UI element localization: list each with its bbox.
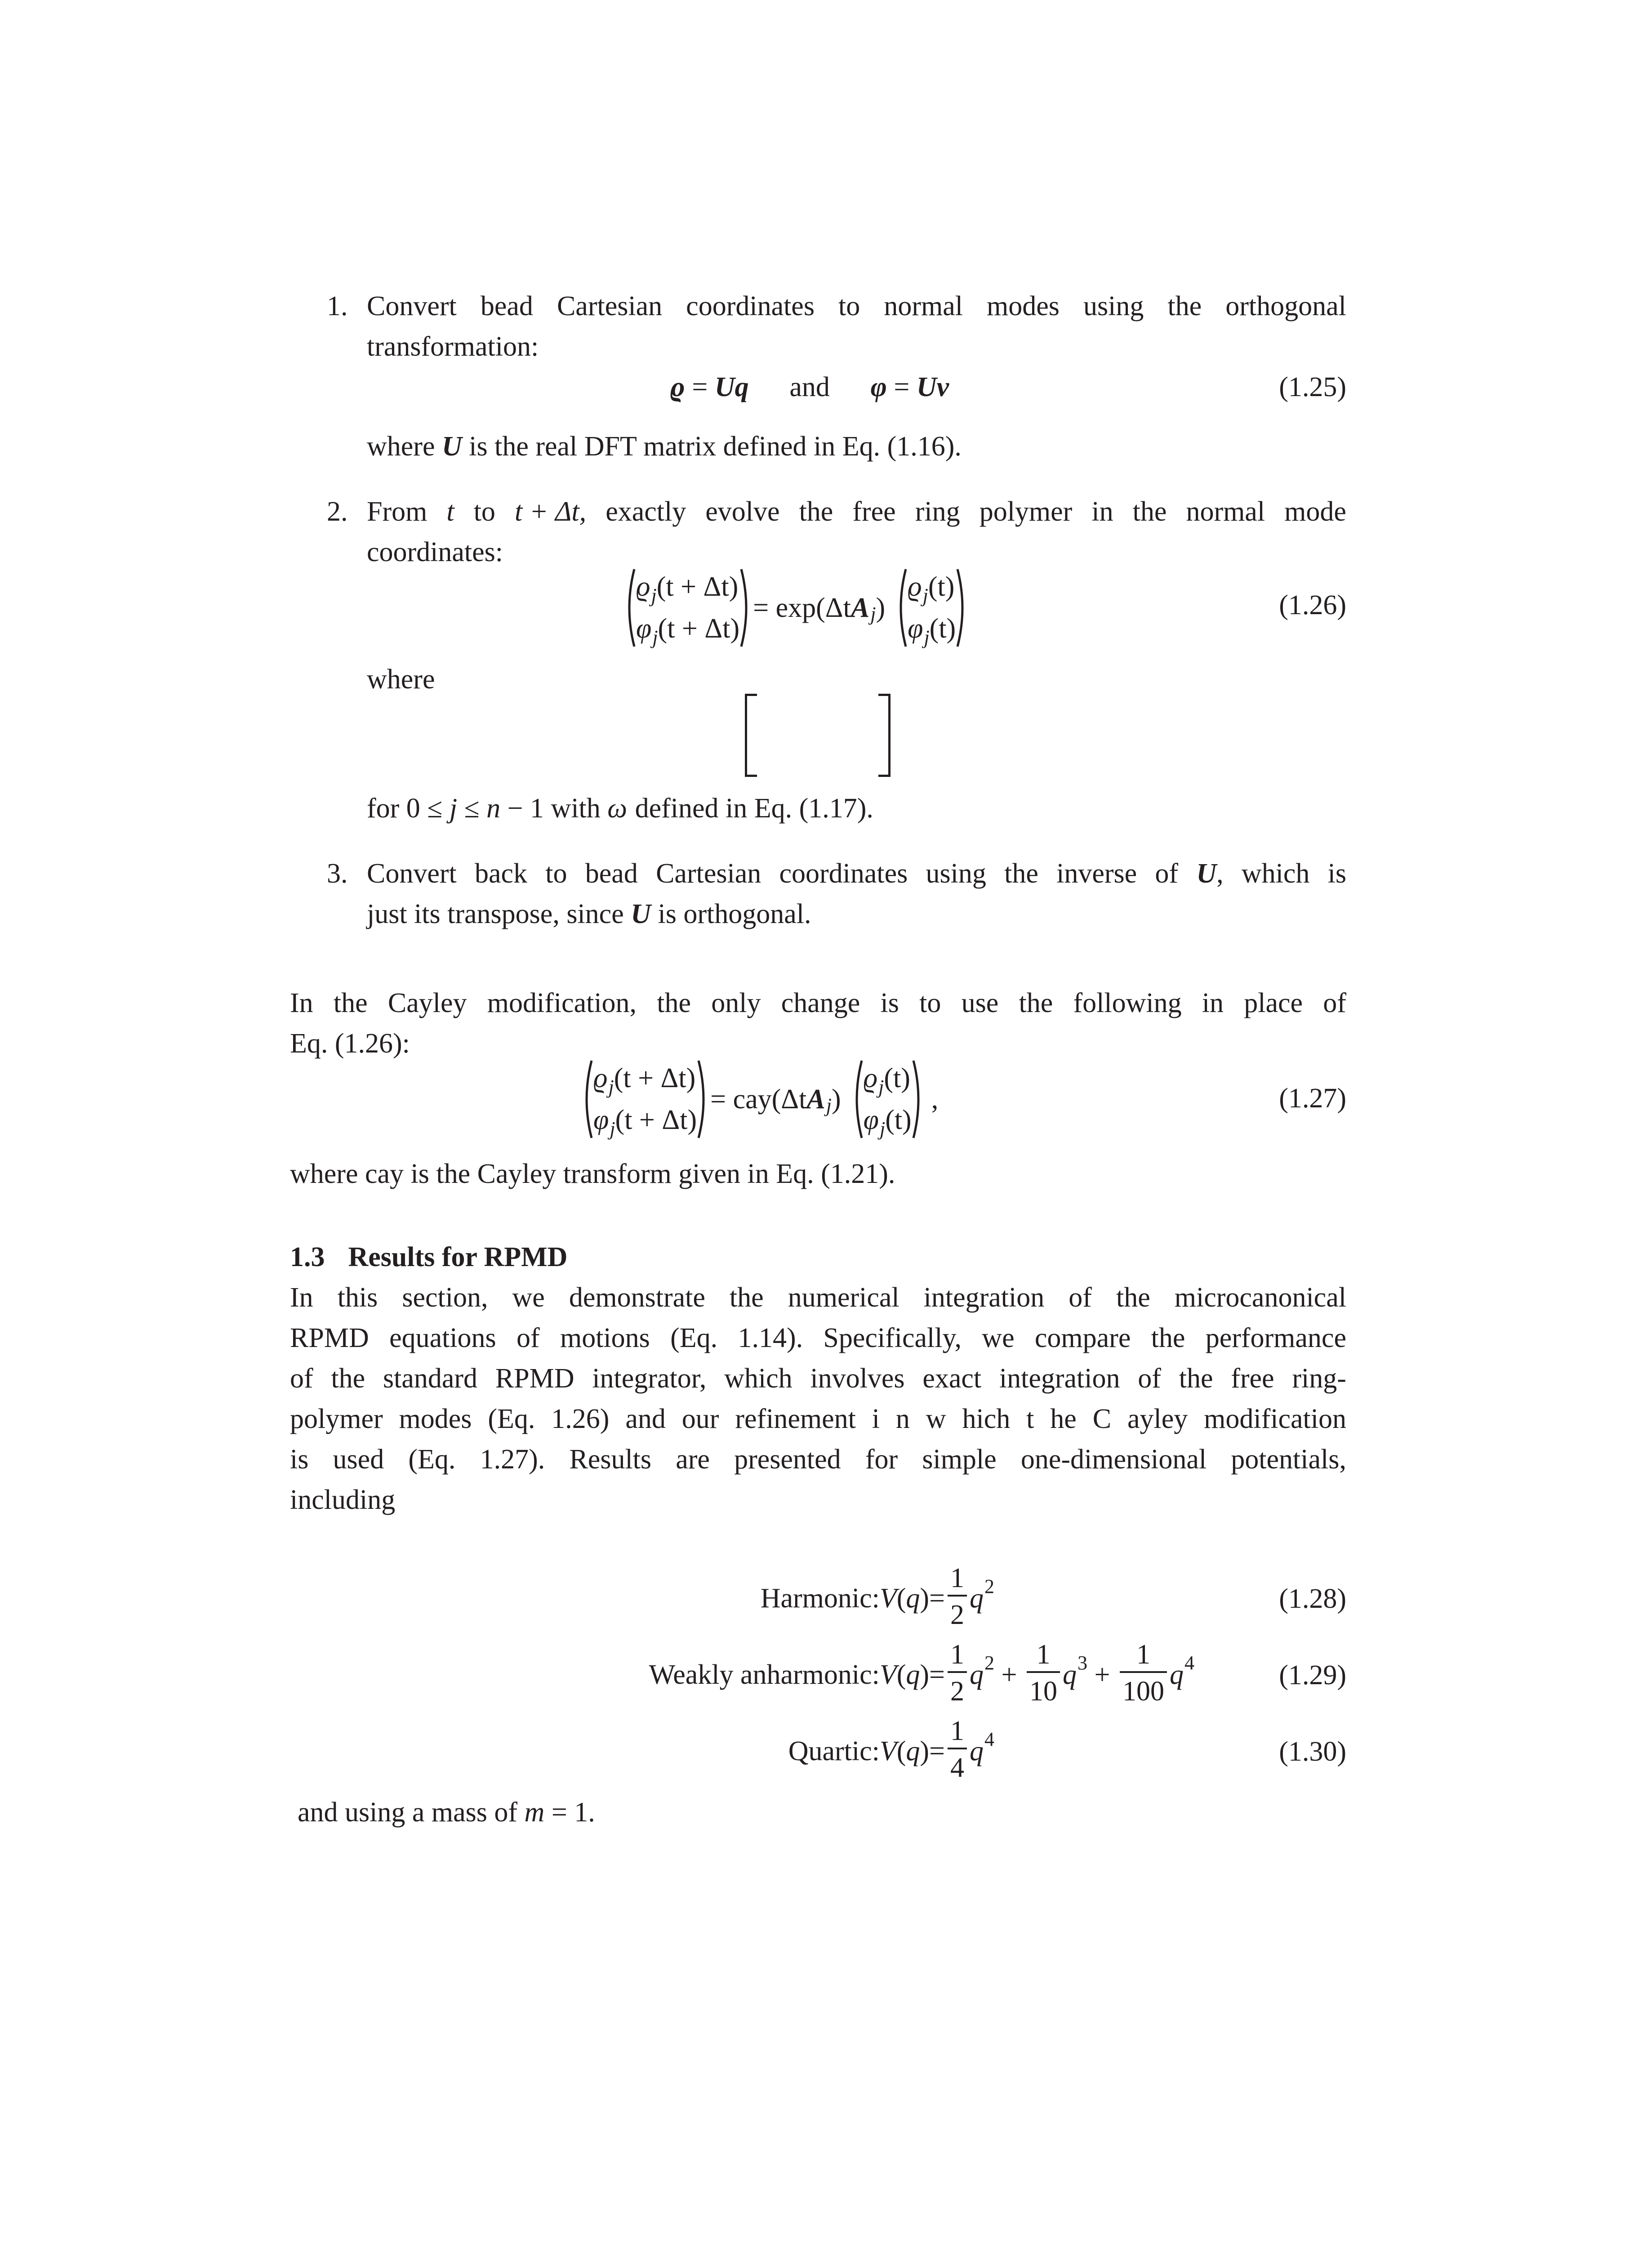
word: coordinates bbox=[686, 291, 815, 321]
word: Results bbox=[569, 1444, 652, 1475]
right-bracket bbox=[878, 694, 891, 777]
q: q bbox=[1169, 1659, 1184, 1690]
word: place bbox=[1244, 988, 1303, 1018]
word: the bbox=[1179, 1363, 1213, 1394]
section-number: 1.3 bbox=[290, 1242, 325, 1272]
fraction bbox=[948, 1641, 967, 1705]
word: Cayley bbox=[387, 988, 467, 1018]
word: performance bbox=[1205, 1323, 1346, 1353]
equation-number-1-29: (1.29) bbox=[1279, 1660, 1346, 1690]
index-j: j bbox=[651, 584, 657, 607]
matrix-A: A bbox=[850, 593, 870, 623]
text: where bbox=[367, 431, 442, 462]
equation-number-1-26: (1.26) bbox=[1279, 590, 1346, 620]
word: exact bbox=[922, 1363, 982, 1394]
index-j: j bbox=[878, 1076, 884, 1098]
plus: + bbox=[994, 1659, 1024, 1690]
word: Specifically, bbox=[823, 1323, 962, 1353]
equation-number-1-30: (1.30) bbox=[1279, 1736, 1346, 1767]
word: orthogonal bbox=[1225, 291, 1346, 321]
word: normal bbox=[1186, 496, 1265, 527]
text: and using a mass of bbox=[298, 1797, 525, 1828]
word: one-dimensional bbox=[1020, 1444, 1207, 1475]
word: are bbox=[676, 1444, 710, 1475]
section-heading bbox=[290, 1243, 567, 1271]
word: using bbox=[1083, 291, 1144, 321]
equation-1-26 bbox=[623, 567, 969, 648]
V: V bbox=[879, 1736, 897, 1766]
rho: ϱ bbox=[863, 1063, 878, 1093]
rho: ϱ bbox=[636, 571, 650, 602]
word: In bbox=[290, 988, 313, 1018]
numerator: 1 bbox=[948, 1564, 967, 1597]
word: the bbox=[1167, 291, 1202, 321]
word: free bbox=[1231, 1363, 1274, 1394]
right-paren bbox=[956, 567, 969, 648]
word: the bbox=[1151, 1323, 1185, 1353]
right-paren bbox=[912, 1059, 925, 1140]
phi: φ bbox=[636, 613, 652, 644]
fraction bbox=[1027, 1641, 1060, 1705]
word: i bbox=[872, 1404, 880, 1434]
word: w bbox=[926, 1404, 946, 1434]
word: only bbox=[711, 988, 761, 1018]
close-paren: ) bbox=[831, 1084, 841, 1115]
word: Cartesian bbox=[557, 291, 663, 321]
word: of bbox=[517, 1323, 540, 1353]
index-j: j bbox=[924, 626, 930, 648]
fraction bbox=[1120, 1641, 1167, 1705]
word: in bbox=[1091, 496, 1113, 527]
word: integrator, bbox=[592, 1363, 707, 1394]
word: 1.27). bbox=[480, 1444, 545, 1475]
word: modes bbox=[399, 1404, 472, 1434]
equation-1-27 bbox=[580, 1059, 938, 1140]
word: is bbox=[290, 1444, 309, 1475]
word: ring- bbox=[1292, 1363, 1346, 1394]
word: t + Δt, bbox=[514, 496, 587, 527]
equation-number-1-27: (1.27) bbox=[1279, 1083, 1346, 1114]
word: of bbox=[1069, 1282, 1092, 1313]
weak-rhs bbox=[945, 1641, 1194, 1708]
vector-v: v bbox=[936, 372, 949, 402]
closing-line bbox=[298, 1798, 595, 1826]
section-line-1 bbox=[290, 1284, 1346, 1311]
vector-q: q bbox=[735, 372, 749, 402]
word: free bbox=[852, 496, 896, 527]
and-word: and bbox=[789, 372, 830, 402]
equals: = bbox=[929, 1659, 945, 1690]
label: Quartic: bbox=[788, 1736, 880, 1766]
text: = 1. bbox=[544, 1797, 595, 1828]
word: ring bbox=[915, 496, 960, 527]
word: motions bbox=[560, 1323, 650, 1353]
left-bracket bbox=[745, 694, 757, 777]
word: to bbox=[838, 291, 860, 321]
arg: (t) bbox=[884, 1063, 910, 1093]
word: the bbox=[333, 988, 368, 1018]
equation-A-j bbox=[744, 692, 899, 778]
denominator: 2 bbox=[950, 1676, 964, 1707]
word: of bbox=[290, 1363, 313, 1394]
right-paren bbox=[739, 567, 753, 648]
word: our bbox=[681, 1404, 719, 1434]
word: From bbox=[367, 496, 427, 527]
word: for bbox=[865, 1444, 898, 1475]
arg: (t) bbox=[928, 571, 955, 602]
word: modes bbox=[987, 291, 1060, 321]
exponent: 2 bbox=[984, 1575, 994, 1597]
word: exactly bbox=[606, 496, 686, 527]
word: RPMD bbox=[290, 1323, 369, 1353]
word: we bbox=[982, 1323, 1015, 1353]
right-paren bbox=[697, 1059, 710, 1140]
q: q bbox=[1062, 1659, 1077, 1690]
label: Harmonic: bbox=[760, 1583, 880, 1614]
word: polymer bbox=[290, 1404, 383, 1434]
item-3-line-1 bbox=[367, 860, 1346, 888]
numerator: 1 bbox=[948, 1641, 967, 1673]
phi-symbol: φ bbox=[870, 372, 887, 402]
matrix-U: U bbox=[916, 372, 937, 402]
index-j: j bbox=[922, 584, 928, 607]
word: this bbox=[337, 1282, 378, 1313]
index-j: j bbox=[652, 626, 658, 648]
text: ≤ bbox=[457, 793, 487, 824]
arg: (t + Δt) bbox=[658, 613, 740, 644]
word: modification, bbox=[487, 988, 637, 1018]
q: q bbox=[906, 1583, 920, 1614]
word: refinement bbox=[735, 1404, 856, 1434]
word: involves bbox=[810, 1363, 905, 1394]
left-paren bbox=[580, 1059, 593, 1140]
text: defined in Eq. (1.17). bbox=[628, 793, 873, 824]
denominator: 2 bbox=[950, 1600, 964, 1630]
comma: , bbox=[931, 1084, 939, 1115]
word: RPMD bbox=[495, 1363, 574, 1394]
word: use bbox=[961, 988, 999, 1018]
text: is the real DFT matrix defined in Eq. (1.16). bbox=[462, 431, 962, 462]
word: in bbox=[1202, 988, 1224, 1018]
index-j: j bbox=[610, 1118, 615, 1140]
equals: = bbox=[685, 372, 715, 402]
left-paren bbox=[623, 567, 636, 648]
index-j: j bbox=[608, 1076, 614, 1098]
word: simple bbox=[922, 1444, 997, 1475]
cayley-after: where cay is the Cayley transform given in Eq. (1.21). bbox=[290, 1159, 895, 1189]
word: n bbox=[895, 1404, 910, 1434]
arg: (t) bbox=[929, 613, 956, 644]
vector-rhs bbox=[864, 1057, 912, 1141]
word: ayley bbox=[1127, 1404, 1188, 1434]
word: which bbox=[724, 1363, 793, 1394]
cayley-line-1 bbox=[290, 989, 1346, 1017]
exponent: 2 bbox=[984, 1652, 994, 1674]
omega: ω bbox=[607, 793, 628, 824]
V: V bbox=[879, 1583, 897, 1614]
word: he bbox=[1050, 1404, 1077, 1434]
item-2-for bbox=[367, 794, 873, 822]
quartic-rhs bbox=[945, 1717, 994, 1785]
equation-1-25 bbox=[670, 373, 949, 401]
word: of bbox=[1138, 1363, 1161, 1394]
harmonic-rhs bbox=[945, 1565, 994, 1632]
word: change bbox=[781, 988, 860, 1018]
word: standard bbox=[383, 1363, 478, 1394]
word: and bbox=[625, 1404, 666, 1434]
vector-lhs bbox=[593, 1057, 697, 1141]
word: the bbox=[729, 1282, 764, 1313]
word: (Eq. bbox=[488, 1404, 535, 1434]
word: hich bbox=[962, 1404, 1011, 1434]
cayley-line-2: Eq. (1.26): bbox=[290, 1028, 410, 1059]
text: Convert back to bead Cartesian coordinates using the inverse of bbox=[367, 858, 1197, 889]
denominator: 10 bbox=[1029, 1676, 1057, 1707]
word: integration bbox=[999, 1363, 1120, 1394]
rho: ϱ bbox=[593, 1063, 608, 1093]
var-j: j bbox=[449, 793, 458, 824]
numerator: 1 bbox=[1027, 1641, 1060, 1673]
exp-op: = exp(Δt bbox=[753, 593, 851, 623]
equals: = bbox=[929, 1736, 945, 1766]
word: t bbox=[446, 496, 454, 527]
rho-symbol: ϱ bbox=[670, 372, 685, 402]
entry bbox=[842, 714, 874, 756]
word: compare bbox=[1034, 1323, 1131, 1353]
word: the bbox=[1132, 496, 1167, 527]
matrix-U: U bbox=[441, 431, 462, 462]
word: section, bbox=[402, 1282, 488, 1313]
word: microcanonical bbox=[1174, 1282, 1346, 1313]
cay-op: = cay(Δt bbox=[710, 1084, 807, 1115]
left-paren bbox=[894, 567, 908, 648]
vector-lhs bbox=[636, 566, 739, 650]
item-2-line-2: coordinates: bbox=[367, 537, 503, 567]
matrix-entries bbox=[757, 714, 878, 756]
var-n: n bbox=[486, 793, 501, 824]
word: we bbox=[512, 1282, 545, 1313]
text: just its transpose, since bbox=[367, 899, 631, 929]
section-line-2 bbox=[290, 1324, 1346, 1352]
arg: (t + Δt) bbox=[615, 1105, 697, 1135]
word: used bbox=[333, 1444, 384, 1475]
arg: (t + Δt) bbox=[656, 571, 739, 602]
exponent: 4 bbox=[1184, 1652, 1194, 1674]
word: equations bbox=[389, 1323, 496, 1353]
denominator: 4 bbox=[950, 1753, 964, 1783]
section-line-6: including bbox=[290, 1485, 396, 1515]
index-j: j bbox=[879, 1118, 886, 1140]
index-j: j bbox=[826, 1094, 832, 1116]
item-1-line-2: transformation: bbox=[367, 331, 539, 362]
section-line-5 bbox=[290, 1445, 1346, 1473]
word: In bbox=[290, 1282, 313, 1313]
index-j: j bbox=[870, 603, 876, 625]
item-2-line-1 bbox=[367, 498, 1346, 526]
rho: ϱ bbox=[908, 571, 922, 602]
list-number-3: 3. bbox=[327, 858, 348, 889]
vector-rhs bbox=[908, 566, 956, 650]
word: numerical bbox=[788, 1282, 899, 1313]
V: V bbox=[879, 1659, 897, 1690]
equals: = bbox=[929, 1583, 945, 1614]
exponent: 4 bbox=[984, 1728, 994, 1750]
word: the bbox=[331, 1363, 365, 1394]
item-1-where bbox=[367, 433, 962, 460]
numerator: 1 bbox=[948, 1717, 967, 1749]
word: following bbox=[1073, 988, 1182, 1018]
word: the bbox=[657, 988, 691, 1018]
phi: φ bbox=[863, 1105, 879, 1135]
q: q bbox=[970, 1583, 984, 1614]
matrix-U: U bbox=[1196, 858, 1217, 889]
q: q bbox=[906, 1736, 920, 1766]
section-line-3 bbox=[290, 1365, 1346, 1392]
list-number-2: 2. bbox=[327, 496, 348, 527]
section-line-4 bbox=[290, 1405, 1346, 1433]
word: presented bbox=[734, 1444, 841, 1475]
word: 1.14). bbox=[738, 1323, 803, 1353]
word: potentials, bbox=[1231, 1444, 1346, 1475]
word: to bbox=[919, 988, 941, 1018]
text: − 1 with bbox=[500, 793, 608, 824]
word: the bbox=[1019, 988, 1053, 1018]
word: integration bbox=[923, 1282, 1045, 1313]
q: q bbox=[970, 1659, 984, 1690]
word: normal bbox=[884, 291, 963, 321]
matrix-U: U bbox=[714, 372, 735, 402]
q: q bbox=[970, 1736, 984, 1766]
word: C bbox=[1092, 1404, 1112, 1434]
word: evolve bbox=[705, 496, 780, 527]
fraction bbox=[948, 1564, 967, 1629]
item-2-where: where bbox=[367, 664, 435, 695]
phi: φ bbox=[593, 1105, 609, 1135]
equation-number-1-28: (1.28) bbox=[1279, 1583, 1346, 1614]
word: the bbox=[799, 496, 833, 527]
word: of bbox=[1323, 988, 1346, 1018]
weak-label: Weakly anharmonic: V ( q ) = bbox=[649, 1659, 945, 1690]
arg: (t + Δt) bbox=[614, 1063, 696, 1093]
word: (Eq. bbox=[408, 1444, 456, 1475]
denominator: 100 bbox=[1122, 1676, 1164, 1707]
word: demonstrate bbox=[569, 1282, 705, 1313]
item-1-line-1 bbox=[367, 292, 1346, 320]
harmonic-label: Harmonic: V ( q ) = bbox=[760, 1583, 945, 1614]
phi: φ bbox=[908, 613, 923, 644]
plus: + bbox=[1087, 1659, 1117, 1690]
text: for 0 ≤ bbox=[367, 793, 450, 824]
section-title: Results for RPMD bbox=[348, 1242, 568, 1272]
left-paren bbox=[850, 1059, 864, 1140]
equation-number-1-25: (1.25) bbox=[1279, 372, 1346, 402]
word: polymer bbox=[979, 496, 1073, 527]
text: is orthogonal. bbox=[651, 899, 811, 929]
var-m: m bbox=[524, 1797, 545, 1828]
word: t bbox=[1026, 1404, 1034, 1434]
word: to bbox=[473, 496, 495, 527]
word: 1.26) bbox=[551, 1404, 610, 1434]
item-3-line-2 bbox=[367, 900, 811, 928]
quartic-label: Quartic: V ( q ) = bbox=[788, 1736, 945, 1766]
exponent: 3 bbox=[1077, 1652, 1087, 1674]
list-number-1: 1. bbox=[327, 291, 348, 321]
numerator: 1 bbox=[1120, 1641, 1167, 1673]
word: is bbox=[880, 988, 899, 1018]
word: bead bbox=[480, 291, 533, 321]
matrix-U: U bbox=[631, 899, 651, 929]
word: Convert bbox=[367, 291, 457, 321]
word: the bbox=[1116, 1282, 1150, 1313]
matrix-A: A bbox=[806, 1084, 825, 1115]
word: mode bbox=[1284, 496, 1346, 527]
text: , which is bbox=[1216, 858, 1346, 889]
q: q bbox=[906, 1659, 920, 1690]
close-paren: ) bbox=[876, 593, 886, 623]
word: (Eq. bbox=[670, 1323, 718, 1353]
equals: = bbox=[886, 372, 917, 402]
arg: (t) bbox=[885, 1105, 912, 1135]
fraction bbox=[948, 1717, 967, 1782]
word: modification bbox=[1204, 1404, 1346, 1434]
label: Weakly anharmonic: bbox=[649, 1659, 880, 1690]
